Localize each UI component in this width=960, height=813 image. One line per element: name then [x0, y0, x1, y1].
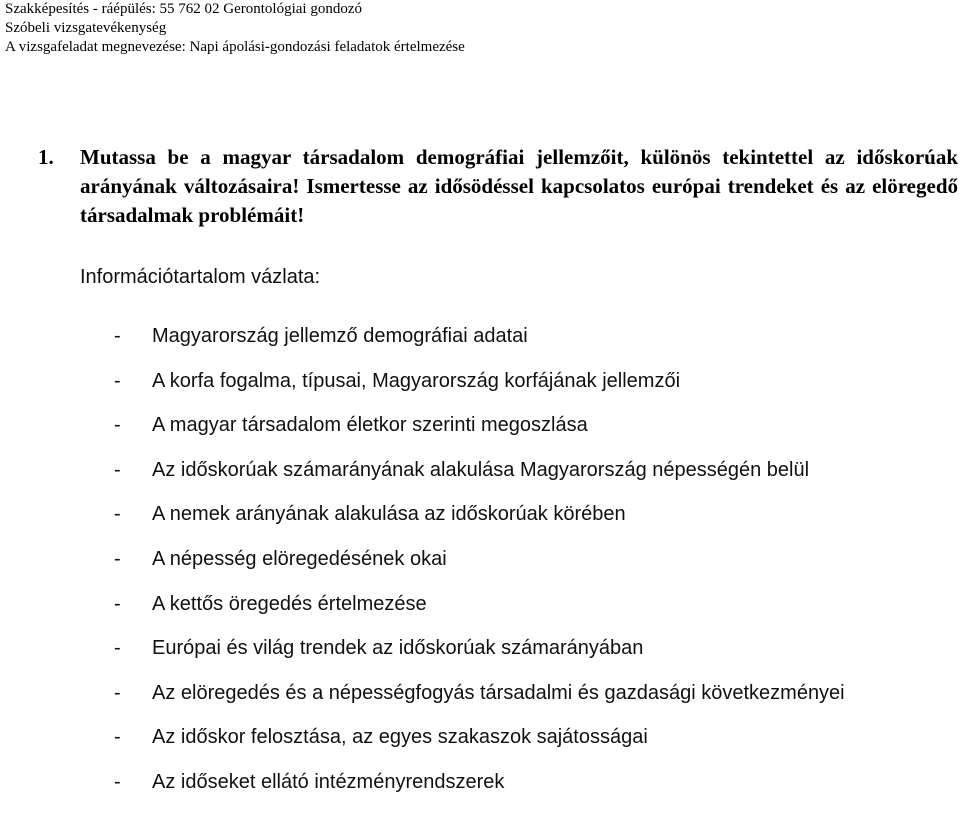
list-bullet: - — [114, 369, 121, 392]
list-item-text: Magyarország jellemző demográfiai adatai — [152, 325, 528, 347]
outline-list — [114, 322, 845, 813]
list-item-text: Európai és világ trendek az időskorúak számarányában — [152, 637, 644, 660]
list-item — [114, 634, 845, 679]
list-bullet: - — [114, 637, 121, 660]
document-header — [5, 0, 465, 57]
list-item-text: A népesség elöregedésének okai — [152, 547, 447, 570]
list-item-text: Az időskorúak számarányának alakulása Magyarország népességén belül — [152, 458, 810, 481]
question-text: Mutassa be a magyar társadalom demográfiai jellemzőit, különös tekintettel az időskorúak arányának változásaira! Ismertesse az idősödéssel kapcsolatos európai trendeket és az elöregedő társadalmak problémáit! — [80, 145, 958, 227]
list-bullet: - — [114, 592, 121, 615]
list-bullet: - — [114, 770, 121, 793]
list-item-text: A korfa fogalma, típusai, Magyarország korfájának jellemzői — [152, 369, 681, 392]
list-bullet: - — [114, 503, 121, 526]
list-item — [114, 545, 845, 590]
list-bullet: - — [114, 547, 121, 570]
list-item — [114, 768, 845, 813]
list-bullet: - — [114, 325, 121, 347]
list-item-text: Az időseket ellátó intézményrendszerek — [152, 770, 505, 793]
exam-question — [38, 143, 958, 230]
list-item-text: Az időskor felosztása, az egyes szakaszok sajátosságai — [152, 726, 648, 749]
list-item — [114, 679, 845, 724]
list-item-text: A magyar társadalom életkor szerinti megoszlása — [152, 414, 588, 437]
header-line-qualification: Szakképesítés - ráépülés: 55 762 02 Gerontológiai gondozó — [5, 1, 362, 17]
outline-label: Információtartalom vázlata: — [80, 266, 321, 288]
list-item — [114, 500, 845, 545]
list-item — [114, 723, 845, 768]
list-bullet: - — [114, 681, 121, 704]
list-bullet: - — [114, 458, 121, 481]
list-item — [114, 322, 845, 367]
list-item — [114, 411, 845, 456]
list-item-text: A nemek arányának alakulása az időskorúak körében — [152, 503, 626, 526]
list-bullet: - — [114, 414, 121, 437]
list-item — [114, 590, 845, 635]
list-item-text: Az elöregedés és a népességfogyás társadalmi és gazdasági következményei — [152, 681, 845, 704]
list-item — [114, 456, 845, 501]
list-item — [114, 367, 845, 412]
list-item-text: A kettős öregedés értelmezése — [152, 592, 427, 615]
list-bullet: - — [114, 726, 121, 749]
header-line-task-name: A vizsgafeladat megnevezése: Napi ápolási-gondozási feladatok értelmezése — [5, 39, 465, 55]
header-line-exam-activity: Szóbeli vizsgatevékenység — [5, 20, 167, 36]
question-number: 1. — [38, 145, 54, 169]
